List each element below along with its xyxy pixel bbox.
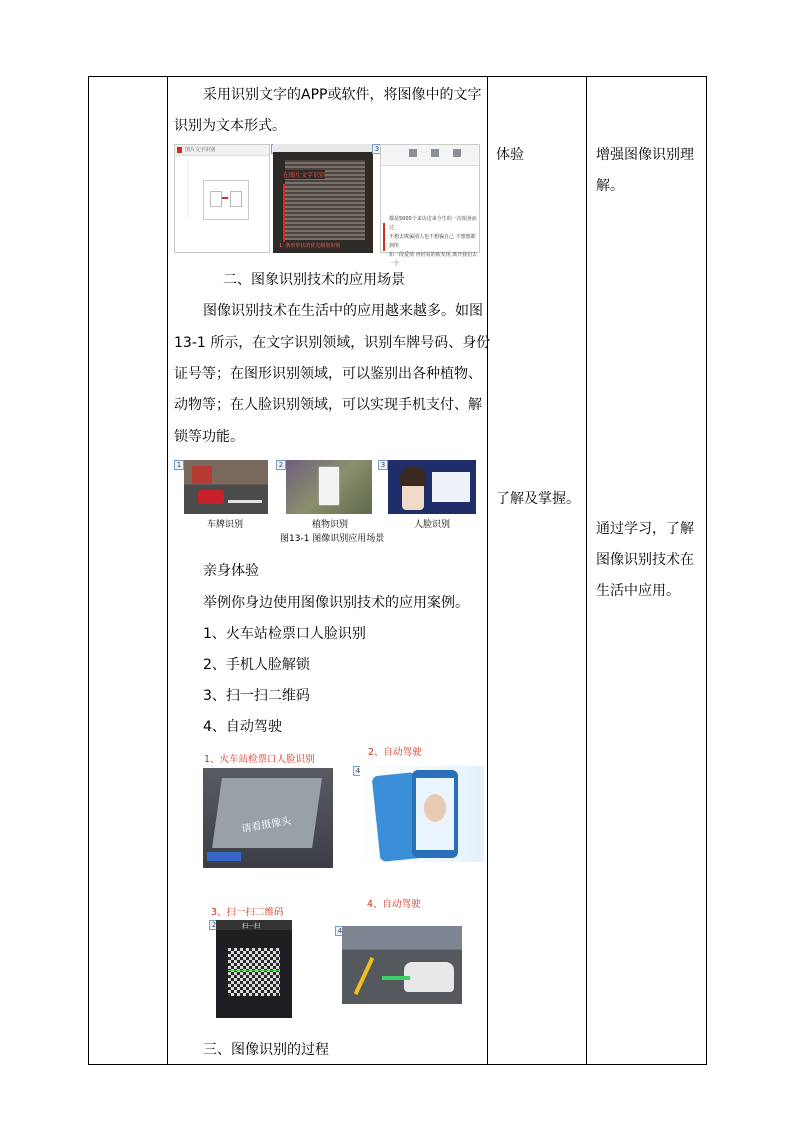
experience-prompt: 举例你身边使用图像识别技术的应用案例。 xyxy=(203,595,469,611)
intent-text: 生活中应用。 xyxy=(596,583,680,599)
section-heading-3: 三、图像识别的过程 xyxy=(203,1042,329,1058)
list-item: 3、扫一扫二维码 xyxy=(203,688,310,704)
ocr-screenshots xyxy=(174,144,480,267)
design-intent-cell xyxy=(587,77,707,1064)
qr-scan-photo xyxy=(216,920,292,1018)
application-photos xyxy=(174,744,480,1019)
figure-caption: 图13-1 图像识别应用场景 xyxy=(280,534,385,544)
paragraph-ocr-line2: 识别为文本形式。 xyxy=(174,118,286,134)
intent-text: 图像识别技术在 xyxy=(596,552,694,568)
content-cell xyxy=(168,77,491,1064)
face-image xyxy=(388,460,476,514)
activity-text: 体验 xyxy=(496,147,524,163)
experience-title: 亲身体验 xyxy=(203,563,259,579)
figure-label: 人脸识别 xyxy=(414,520,451,530)
phone-unlock-photo xyxy=(360,766,484,862)
ocr-panel-photo xyxy=(273,152,373,253)
intent-text: 增强图像识别理 xyxy=(596,147,694,163)
list-item: 1、火车站检票口人脸识别 xyxy=(203,626,366,642)
upload-box xyxy=(203,180,249,220)
figure-number: 2 xyxy=(276,460,286,470)
list-item: 4、自动驾驶 xyxy=(203,719,282,735)
panel-number: 3 xyxy=(372,144,382,154)
license-plate-image xyxy=(184,460,268,514)
photo-number: 2 xyxy=(209,920,219,930)
section-heading-2: 二、图象识别技术的应用场景 xyxy=(223,272,405,288)
list-item: 2、手机人脸解锁 xyxy=(203,657,310,673)
paragraph-line: 13-1 所示，在文字识别领域，识别车牌号码、身份 xyxy=(174,335,491,351)
intent-text: 通过学习，了解 xyxy=(596,521,694,537)
ocr-label: 在图片文字识别 xyxy=(283,172,326,179)
station-gate-photo xyxy=(203,768,333,868)
self-driving-photo xyxy=(342,926,462,1004)
plant-image xyxy=(286,460,372,514)
figure-number: 1 xyxy=(174,460,184,470)
ocr-bottom-label: 1. 条形形状的优先级别识别 xyxy=(279,243,341,249)
ocr-panel-title: 图片文字识别 xyxy=(185,147,216,153)
paragraph-ocr-line1: 采用识别文字的APP或软件，将图像中的文字 xyxy=(203,87,482,103)
scan-title: 扫一扫 xyxy=(242,923,261,930)
ocr-panel-result xyxy=(380,144,480,267)
photo-number: 4 xyxy=(335,926,345,936)
ocr-result-line: 都是5000个来访送来今生的一次相身而过 xyxy=(389,216,477,231)
lesson-table xyxy=(88,76,707,1065)
ocr-result-line: 不想去欺骗别人也不想骗自己 不想想都到所 xyxy=(389,234,476,249)
figure-13-1 xyxy=(174,460,480,550)
paragraph-line: 证号等；在图形识别领域，可以鉴别出各种植物、 xyxy=(174,366,482,382)
photo-caption: 1、火车站检票口人脸识别 xyxy=(204,754,315,765)
paragraph-line: 锁等功能。 xyxy=(174,429,244,445)
ocr-panel-app xyxy=(174,144,270,253)
figure-number: 3 xyxy=(378,460,388,470)
ocr-result-line: 如一段爱情 再轻易的彼发现 离开我们去一个 xyxy=(389,252,478,267)
photo-caption: 4、自动驾驶 xyxy=(367,899,421,910)
photo-caption: 2、自动驾驶 xyxy=(368,747,422,758)
student-activity-cell xyxy=(488,77,586,1064)
figure-label: 植物识别 xyxy=(312,520,349,530)
gate-sign: 请看摄像头 xyxy=(240,815,292,836)
intent-text: 解。 xyxy=(596,178,624,194)
paragraph-line: 图像识别技术在生活中的应用越来越多。如图 xyxy=(203,303,483,319)
photo-caption: 3、扫一扫二维码 xyxy=(211,907,284,918)
activity-text: 了解及掌握。 xyxy=(496,491,580,507)
figure-label: 车牌识别 xyxy=(207,520,244,530)
photo-number: 4 xyxy=(353,766,363,776)
paragraph-line: 动物等；在人脸识别领域，可以实现手机支付、解 xyxy=(174,397,482,413)
